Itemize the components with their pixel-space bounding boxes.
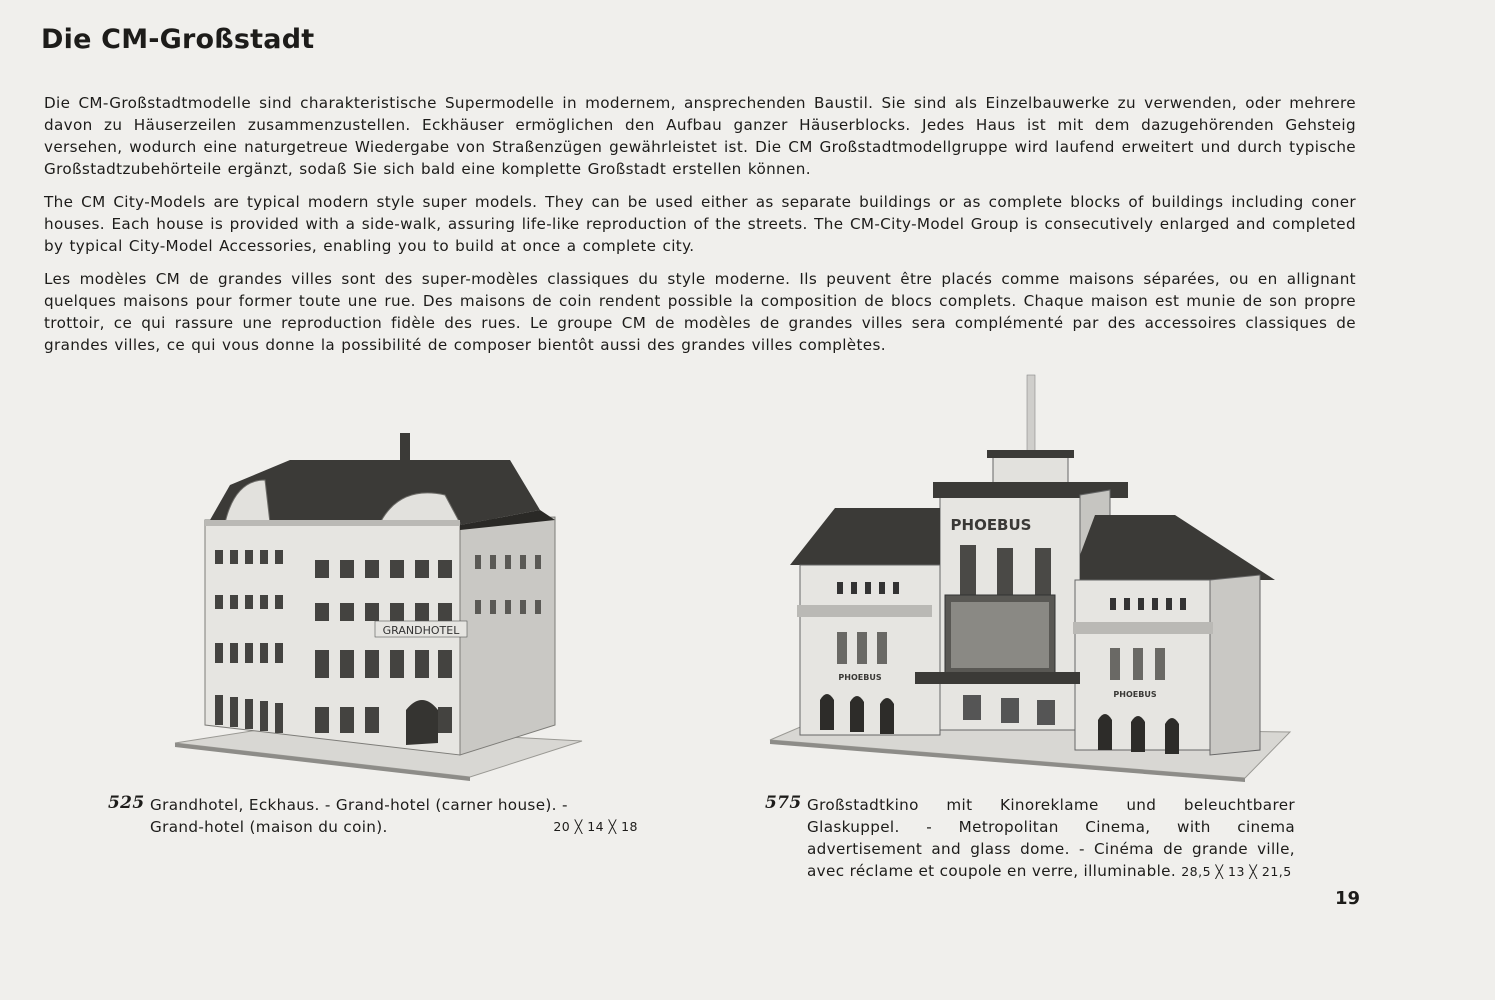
grandhotel-dimensions: 20 ╳ 14 ╳ 18: [553, 819, 638, 834]
caption-grandhotel-line1: Grandhotel, Eckhaus. - Grand-hotel (carner house). -: [150, 796, 568, 814]
grandhotel-model-image: [170, 425, 590, 785]
caption-cinema: [765, 794, 1295, 884]
paragraph-french: [44, 268, 1356, 356]
paragraph-german: [44, 92, 1356, 180]
page-title: Die CM-Großstadt: [41, 24, 315, 55]
page-number: 19: [1335, 888, 1361, 909]
cinema-model-image: [765, 370, 1295, 785]
caption-grandhotel-line2: Grand-hotel (maison du coin).: [150, 818, 388, 836]
product-number-575: 575: [765, 793, 802, 813]
caption-grandhotel: [108, 794, 638, 842]
product-number-525: 525: [108, 793, 145, 813]
grandhotel-sign: GRANDHOTEL: [382, 624, 460, 637]
caption-grandhotel-text: [150, 794, 638, 838]
cinema-right-wing-sign: PHOEBUS: [1113, 690, 1157, 699]
cinema-tower-sign: PHOEBUS: [950, 516, 1032, 534]
paragraph-english: [44, 191, 1356, 257]
caption-cinema-description: Großstadtkino mit Kinoreklame und beleuchtbarer Glaskuppel. - Metropolitan Cinema, with cinema advertisement and glass dome. - Cinéma de grande ville, avec réclame et coupole en verre, illuminable.: [807, 796, 1295, 880]
caption-cinema-text: [807, 794, 1295, 883]
paragraph-german-text: Die CM-Großstadtmodelle sind charakteristische Supermodelle in modernem, ansprechenden Baustil. Sie sind als Einzelbauwerke zu verwenden, oder mehrere davon zu Häuserzeilen zusammenzustellen. Eckhäuser ermöglichen den Aufbau ganzer Häuserblocks. Jedes Haus ist mit dem dazugehörenden Gehsteig versehen, wodurch eine naturgetreue Wiedergabe von Straßenzügen gewährleistet ist. Die CM Großstadtmodellgruppe wird laufend erweitert und durch typische Großstadtzubehörteile ergänzt, sodaß Sie sich bald eine komplette Großstadt erstellen können.: [44, 94, 1356, 178]
cinema-dimensions: 28,5 ╳ 13 ╳ 21,5: [1181, 864, 1292, 879]
paragraph-french-text: Les modèles CM de grandes villes sont des super-modèles classiques du style moderne. Ils peuvent être placés comme maisons séparées, ou en allignant quelques maisons pour former toute une rue. Des maisons de coin rendent possible la composition de blocs complets. Chaque maison est munie de son propre trottoir, ce qui rassure une reproduction fidèle des rues. Le groupe CM de modèles de grandes villes sera complémenté par des accessoires classiques de grandes villes, ce qui vous donne la possibilité de composer bientôt aussi des grandes villes complètes.: [44, 270, 1356, 354]
caption-grandhotel-line2-row: [150, 816, 638, 838]
cinema-left-wing-sign: PHOEBUS: [838, 673, 882, 682]
paragraph-english-text: The CM City-Models are typical modern style super models. They can be used either as separate buildings or as complete blocks of buildings including coner houses. Each house is provided with a side-walk, assuring life-like reproduction of the streets. The CM-City-Model Group is consecutively enlarged and completed by typical City-Model Accessories, enabling you to build at once a complete city.: [44, 193, 1356, 255]
